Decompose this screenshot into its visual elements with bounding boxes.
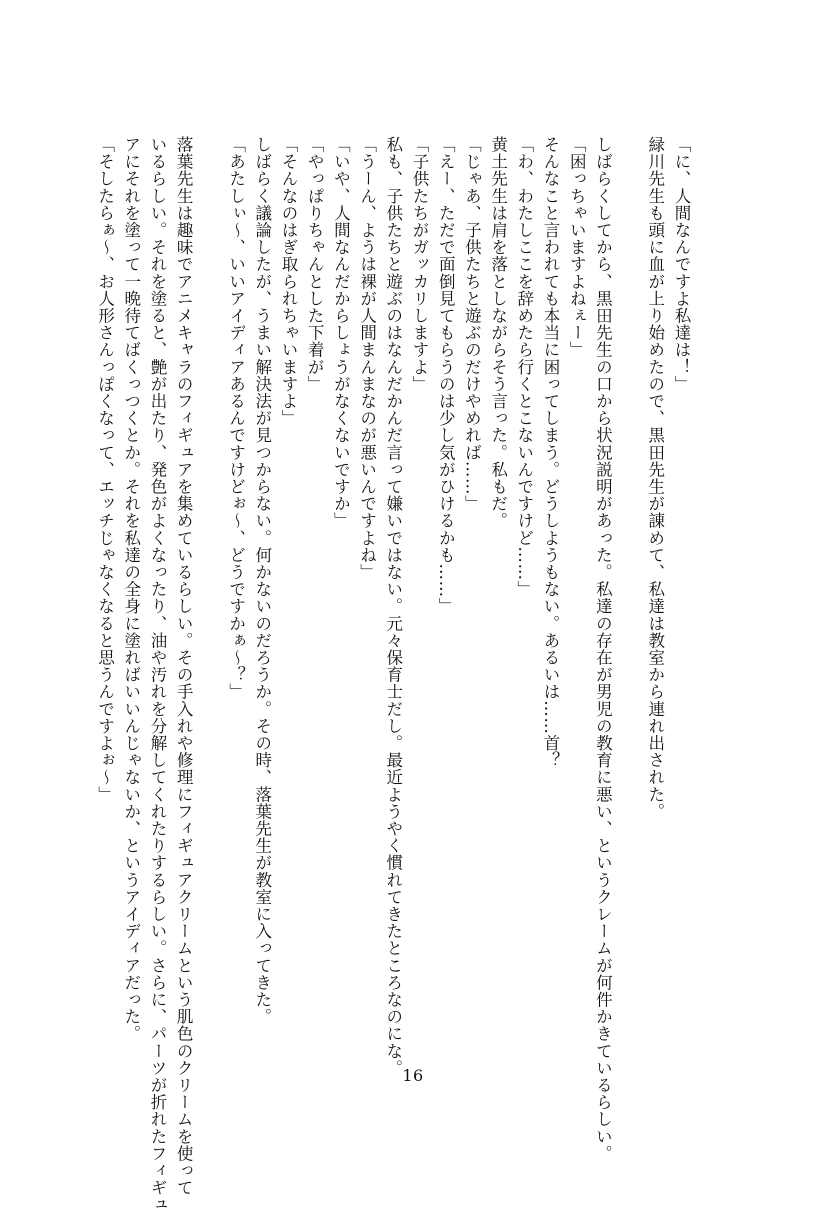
page-number: 16 <box>402 1066 424 1085</box>
text-line: 「じゃあ、子供たちと遊ぶのだけやめれば……」 <box>462 136 482 513</box>
text-line: 「困っちゃいますよねぇー」 <box>567 136 587 359</box>
paragraph-gap <box>196 136 222 1066</box>
text-line: 「あたしぃ～、いいアイディアあるんですけどぉ～、どうですかぁ～？」 <box>226 136 246 701</box>
text-line: 「うーん、ようは裸が人間まんまなのが悪いんですよね」 <box>357 136 377 581</box>
text-line: アにそれを塗って一晩待てばくっつくとか。それを私達の全身に塗ればいいんじゃないか、というアイディアだった。 <box>121 136 141 1043</box>
text-line: 「に、人間なんですよ私達は！」 <box>672 136 691 393</box>
text-line: 黄土先生は肩を落としながらそう言った。私もだ。 <box>488 136 508 530</box>
text-line: 「いや、人間なんだからしょうがなくないですか」 <box>331 136 351 530</box>
text-line: 「そしたらぁ～、お人形さんっぽくなって、エッチじゃなくなると思うんですよぉ～」 <box>95 136 115 803</box>
text-line: しばらくしてから、黒田先生の口から状況説明があった。私達の存在が男児の教育に悪い、というクレームが何件かきているらしい。 <box>593 136 613 1162</box>
text-line: 「やっぱりちゃんとした下着が」 <box>305 136 325 393</box>
text-line: しばらく議論したが、うまい解決法が見つからない。何かないのだろうか。その時、落葉先生が教室に入ってきた。 <box>252 136 272 1026</box>
text-line: 落葉先生は趣味でアニメキャラのフィギュアを集めているらしい。その手入れや修理にフィギュアクリームという肌色のクリームを使って <box>174 136 194 1197</box>
text-line: いるらしい。それを塗ると、艶が出たり、発色がよくなったり、油や汚れを分解してくれたりするらしい。さらに、パーツが折れたフィギュ <box>147 136 167 1213</box>
paragraph-gap <box>615 136 641 1066</box>
text-line: 「そんなのはぎ取られちゃいますよ」 <box>278 136 298 427</box>
text-line: そんなこと言われても本当に困ってしまう。どうしようもない。あるいは……首？ <box>541 136 560 769</box>
text-line: 「わ、わたしここを辞めたら行くとこないんですけど……」 <box>514 136 534 598</box>
text-line: 「えー、ただで面倒見てもらうのは少し気がひけるかも……」 <box>436 136 456 615</box>
text-line: 「子供たちがガッカリしますよ」 <box>409 136 429 393</box>
text-line: 緑川先生も頭に血が上り始めたので、黒田先生が諌めて、私達は教室から連れ出された。 <box>645 136 665 820</box>
text-line: 私も、子供たちと遊ぶのはなんだかんだ言って嫌いではない。元々保育士だし。最近ようやく慣れてきたところなのにな。 <box>383 136 403 1077</box>
